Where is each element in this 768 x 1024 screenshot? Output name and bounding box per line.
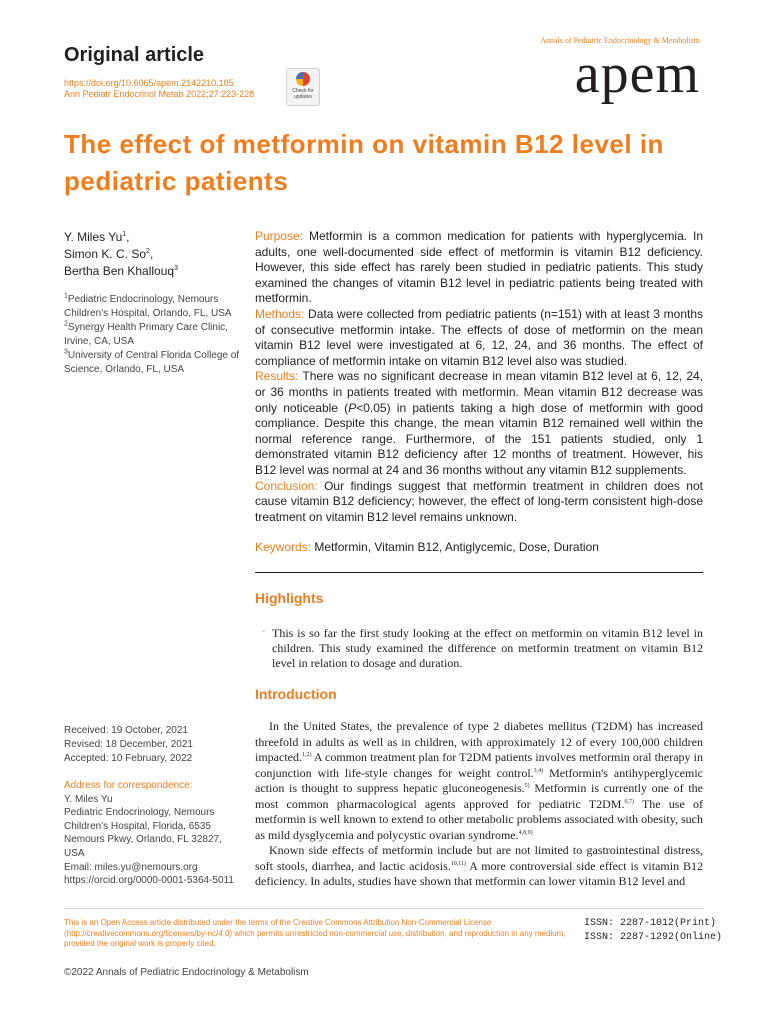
received-date: Received: 19 October, 2021 [64, 725, 188, 736]
crossmark-icon [296, 72, 310, 86]
check-for-updates-badge[interactable] [286, 68, 320, 106]
intro-paragraph: In the United States, the prevalence of type 2 diabetes mellitus (T2DM) has increased threefold in adults as well as in children, with approximately 12 of every 100,000 children impacted.$^{1,2)}$ A common treatment plan for T2DM patients involves metformin oral therapy in conjunction with life-style changes for weight control.$^{3,4)}$ Metformin's antihyperglycemic action is thought to suppress hepatic gluconeogenesis.$^{5)}$ Metformin is currently one of the most common pharmacological agents approved for pediatric T2DM.$^{6,7)}$ The use of metformin is well known to extend to other metabolic problems associated with obesity, such as mild dysglycemia and polycystic ovarian syndrome.$^{4,8,9)}$ [255, 719, 703, 842]
p-value-symbol: P [348, 400, 357, 415]
orcid-link[interactable]: https://orcid.org/0000-0001-5364-5011 [64, 875, 234, 887]
results-text-cont: <0.05) in patients taking a high dose of metformin with good compliance. Despite this change, the mean vitamin B12 remained well within the normal reference range. Furthermore, of the 151 patients studied, only 1 demonstrated vitamin B12 deficiency after 12 months of treatment. However, his B12 level was normal at 24 and 36 months without any vitamin B12 supplements. [255, 400, 704, 477]
citation-ref[interactable]: 5) [524, 783, 530, 789]
journal-name: Annals of Pediatric Endocrinology & Metabolism [540, 36, 700, 45]
results-text: There was no significant decrease in mean vitamin B12 level at 6, 12, 24, or 36 months in patients treated with metformin. Mean vitamin B12 decrease was only noticeable ( [255, 369, 703, 415]
doi-link[interactable]: https://doi.org/10.6065/apem.2142210.105 [64, 78, 234, 88]
conclusion-text: Our findings suggest that metformin treatment in children does not cause vitamin B12 deficiency; however, the effect of long-term consistent high-dose treatment on vitamin B12 level remains unknown. [255, 478, 703, 524]
correspondence-label: Address for correspondence: [64, 780, 193, 791]
correspondence-name: Y. Miles Yu [64, 793, 113, 805]
intro-paragraph: Known side effects of metformin include but are not limited to gastrointestinal distress, soft stools, diarrhea, and lactic acidosis.$^{10,11)}$ A more controversial side effect is vitamin B12 deficiency. In adults, studies have shown that metformin can lower vitamin B12 level and [255, 843, 703, 888]
copyright: ©2022 Annals of Pediatric Endocrinology & Metabolism [64, 967, 309, 978]
affiliation: $^3$University of Central Florida College of Science, Orlando, FL, USA [64, 348, 240, 375]
citation-ref[interactable]: 6,7) [624, 798, 634, 805]
check-for-updates-text: Check for updates [292, 88, 314, 100]
abstract [255, 229, 703, 525]
correspondence-email[interactable]: Email: miles.yu@nemours.org [64, 861, 198, 873]
correspondence-address: Pediatric Endocrinology, Nemours Children's Hospital, Florida, 6535 Nemours Pkwy, Orlando, FL 32827, USA [64, 807, 222, 859]
keywords-text: Metformin, Vitamin B12, Antiglycemic, Dose, Duration [311, 540, 599, 554]
article-dates [64, 724, 193, 766]
journal-logo: apem [574, 43, 700, 105]
bullet-dash: - [262, 626, 266, 637]
conclusion-label: Conclusion: [255, 478, 318, 493]
issn-online: ISSN: 2287-1292(Online) [584, 932, 723, 943]
introduction-heading: Introduction [255, 686, 337, 702]
revised-date: Revised: 18 December, 2021 [64, 739, 193, 750]
doi-block [64, 78, 254, 100]
purpose-label: Purpose: [255, 229, 304, 243]
author: Y. Miles Yu$^1$, [64, 230, 130, 244]
correspondence-block [64, 779, 240, 888]
issn-block [584, 917, 722, 945]
keywords [255, 540, 703, 554]
keywords-label: Keywords: [255, 540, 312, 554]
affiliations [64, 293, 244, 377]
citation: Ann Pediatr Endocrinol Metab 2022;27:223-228 [64, 89, 255, 99]
affiliation: $^2$Synergy Health Primary Care Clinic, Irvine, CA, USA [64, 320, 228, 347]
accepted-date: Accepted: 10 February, 2022 [64, 753, 193, 764]
introduction-body [255, 719, 703, 890]
article-title: The effect of metformin on vitamin B12 level in pediatric patients [64, 129, 664, 196]
article-type-label: Original article [64, 44, 205, 66]
highlight-item: This is so far the first study looking at the effect on metformin on vitamin B12 level in children. This study examined the difference on metformin treatment on vitamin B12 level in relation to dosage and duration. [272, 626, 703, 670]
highlights-heading: Highlights [255, 590, 324, 606]
citation-ref[interactable]: 3,4) [533, 767, 544, 774]
results-label: Results: [255, 369, 299, 384]
affiliation: $^1$Pediatric Endocrinology, Nemours Children's Hospital, Orlando, FL, USA [64, 292, 232, 319]
purpose-text: Metformin is a common medication for patients with hyperglycemia. In adults, one well-documented side effect of metformin is vitamin B12 deficiency. However, this side effect has rarely been studied in pediatric patients. This study examined the changes of vitamin B12 level in pediatric patients being treated with metformin. [255, 229, 703, 306]
citation-ref[interactable]: 1,2) [301, 752, 312, 758]
author: Simon K. C. So$^2$, [64, 247, 154, 261]
author: Bertha Ben Khallouq$^3$ [64, 264, 178, 278]
author-list [64, 229, 178, 280]
methods-label: Methods: [255, 306, 305, 321]
citation-ref[interactable]: 10,11) [450, 860, 467, 867]
methods-text: Data were collected from pediatric patients (n=151) with at least 3 months of consecutive metformin intake. The effects of dose of metformin on the mean vitamin B12 level were investigated at 6, 12, 24, and 36 months. The effect of compliance of metformin intake on vitamin B12 level also was studied. [255, 306, 703, 368]
issn-print: ISSN: 2287-1012(Print) [584, 918, 717, 929]
license-text: This is an Open Access article distributed under the terms of the Creative Commons Attribution Non-Commercial License (http://creativecommons.org/licenses/by-nc/4.0) which permits unrestricted non-commercial use, distribution, and reproduction in any medium, provided the original work is properly cited. [64, 918, 566, 948]
citation-ref[interactable]: 4,8,9) [518, 829, 533, 836]
footer-divider [64, 908, 704, 909]
section-divider [255, 572, 703, 573]
